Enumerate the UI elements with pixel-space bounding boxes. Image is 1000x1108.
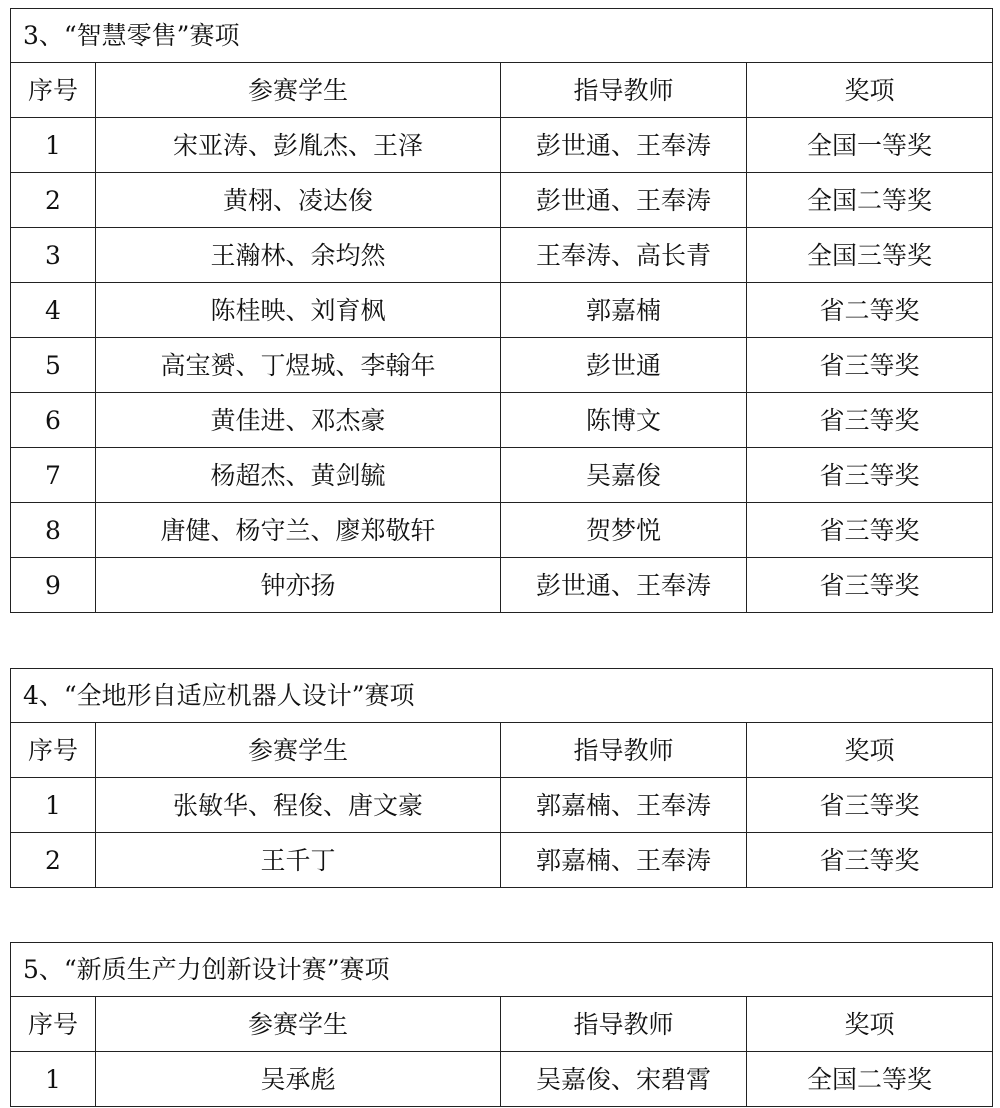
cell-teachers: 郭嘉楠 <box>501 283 747 338</box>
cell-students: 王千丁 <box>96 833 501 888</box>
cell-teachers: 郭嘉楠、王奉涛 <box>501 778 747 833</box>
header-award: 奖项 <box>747 723 993 778</box>
header-teachers: 指导教师 <box>501 997 747 1052</box>
table-row <box>11 448 993 503</box>
header-award: 奖项 <box>747 63 993 118</box>
cell-teachers: 郭嘉楠、王奉涛 <box>501 833 747 888</box>
table-row <box>11 393 993 448</box>
section-title: 5、“新质生产力创新设计赛”赛项 <box>11 943 993 997</box>
cell-teachers: 彭世通 <box>501 338 747 393</box>
header-students: 参赛学生 <box>96 723 501 778</box>
cell-award: 省三等奖 <box>747 558 993 613</box>
table-header-row <box>11 997 993 1052</box>
cell-teachers: 彭世通、王奉涛 <box>501 118 747 173</box>
cell-award: 全国二等奖 <box>747 173 993 228</box>
cell-students: 陈桂映、刘育枫 <box>96 283 501 338</box>
header-students: 参赛学生 <box>96 63 501 118</box>
cell-award: 全国一等奖 <box>747 118 993 173</box>
section-title: 3、“智慧零售”赛项 <box>11 9 993 63</box>
cell-students: 张敏华、程俊、唐文豪 <box>96 778 501 833</box>
cell-award: 省三等奖 <box>747 338 993 393</box>
award-table <box>10 668 993 888</box>
table-row <box>11 228 993 283</box>
cell-seq: 7 <box>11 448 96 503</box>
cell-seq: 4 <box>11 283 96 338</box>
table-row <box>11 503 993 558</box>
table-row <box>11 558 993 613</box>
cell-teachers: 陈博文 <box>501 393 747 448</box>
cell-seq: 1 <box>11 778 96 833</box>
header-students: 参赛学生 <box>96 997 501 1052</box>
cell-seq: 5 <box>11 338 96 393</box>
table-row <box>11 173 993 228</box>
cell-seq: 1 <box>11 1052 96 1107</box>
header-seq: 序号 <box>11 997 96 1052</box>
cell-seq: 1 <box>11 118 96 173</box>
header-teachers: 指导教师 <box>501 63 747 118</box>
award-table <box>10 8 993 613</box>
cell-award: 省三等奖 <box>747 393 993 448</box>
cell-students: 钟亦扬 <box>96 558 501 613</box>
cell-students: 宋亚涛、彭胤杰、王泽 <box>96 118 501 173</box>
cell-students: 王瀚林、余均然 <box>96 228 501 283</box>
header-seq: 序号 <box>11 723 96 778</box>
cell-seq: 2 <box>11 173 96 228</box>
header-teachers: 指导教师 <box>501 723 747 778</box>
table-row <box>11 118 993 173</box>
cell-teachers: 彭世通、王奉涛 <box>501 558 747 613</box>
cell-students: 高宝赟、丁煜城、李翰年 <box>96 338 501 393</box>
table-row <box>11 778 993 833</box>
cell-teachers: 贺梦悦 <box>501 503 747 558</box>
table-row <box>11 338 993 393</box>
cell-seq: 2 <box>11 833 96 888</box>
award-table-section-4 <box>10 668 992 888</box>
cell-award: 省三等奖 <box>747 833 993 888</box>
cell-teachers: 王奉涛、高长青 <box>501 228 747 283</box>
cell-seq: 8 <box>11 503 96 558</box>
cell-seq: 9 <box>11 558 96 613</box>
cell-students: 黄栩、凌达俊 <box>96 173 501 228</box>
cell-award: 省三等奖 <box>747 448 993 503</box>
cell-students: 黄佳进、邓杰豪 <box>96 393 501 448</box>
cell-teachers: 吴嘉俊 <box>501 448 747 503</box>
cell-award: 省三等奖 <box>747 503 993 558</box>
section-title: 4、“全地形自适应机器人设计”赛项 <box>11 669 993 723</box>
cell-teachers: 吴嘉俊、宋碧霄 <box>501 1052 747 1107</box>
table-row <box>11 283 993 338</box>
header-seq: 序号 <box>11 63 96 118</box>
header-award: 奖项 <box>747 997 993 1052</box>
table-row <box>11 833 993 888</box>
cell-teachers: 彭世通、王奉涛 <box>501 173 747 228</box>
table-header-row <box>11 63 993 118</box>
award-table <box>10 942 993 1107</box>
cell-students: 唐健、杨守兰、廖郑敬轩 <box>96 503 501 558</box>
award-table-section-5 <box>10 942 992 1107</box>
cell-award: 全国三等奖 <box>747 228 993 283</box>
cell-award: 省三等奖 <box>747 778 993 833</box>
award-table-section-3 <box>10 8 992 613</box>
cell-award: 省二等奖 <box>747 283 993 338</box>
table-header-row <box>11 723 993 778</box>
cell-seq: 3 <box>11 228 96 283</box>
cell-seq: 6 <box>11 393 96 448</box>
table-row <box>11 1052 993 1107</box>
cell-award: 全国二等奖 <box>747 1052 993 1107</box>
cell-students: 吴承彪 <box>96 1052 501 1107</box>
cell-students: 杨超杰、黄剑毓 <box>96 448 501 503</box>
